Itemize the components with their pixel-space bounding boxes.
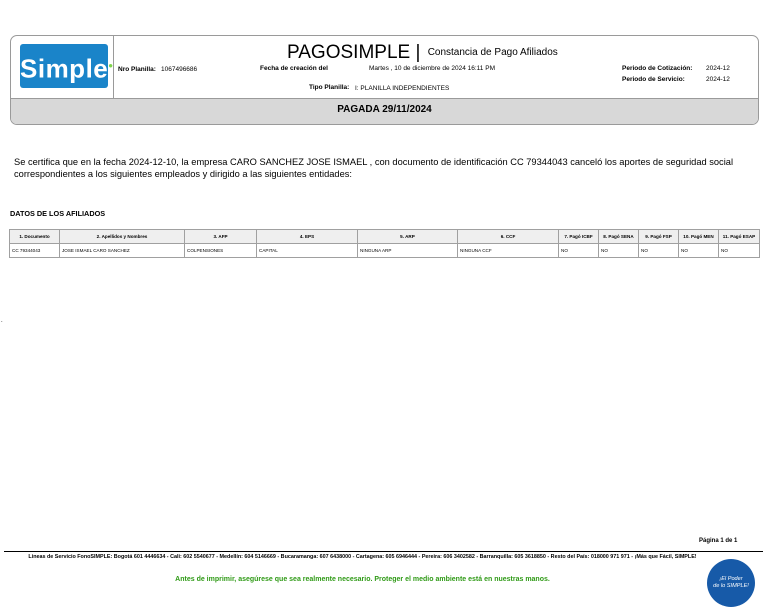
table-row (10, 244, 760, 258)
cell-afp: COLPENSIONES (185, 244, 257, 258)
col-ccf: 6. CCF (458, 230, 559, 244)
document-subtitle: Constancia de Pago Afiliados (427, 47, 558, 59)
footer-divider (4, 551, 763, 552)
tipo-value: I: PLANILLA INDEPENDIENTES (355, 85, 450, 92)
simple-logo: Simple● (20, 44, 108, 88)
col-sena: 8. Pagó SENA (599, 230, 639, 244)
col-men: 10. Pagó MEN (679, 230, 719, 244)
stray-mark: . (1, 318, 3, 324)
fecha-value: Martes , 10 de diciembre de 2024 16:11 PM (369, 65, 495, 72)
cell-icbf: NO (559, 244, 599, 258)
cell-arp: NINGUNA ARP (358, 244, 458, 258)
cell-sena: NO (599, 244, 639, 258)
page-number: Página 1 de 1 (699, 538, 738, 544)
cell-men: NO (679, 244, 719, 258)
servicio-label: Periodo de Servicio: (622, 76, 685, 83)
planilla-value: 1067496686 (161, 66, 198, 73)
col-afp: 3. AFP (185, 230, 257, 244)
header-box (10, 35, 759, 125)
document-title: PAGOSIMPLE | Constancia de Pago Afiliados (287, 42, 558, 63)
col-nombres: 2. Apellidos y Nombres (60, 230, 185, 244)
affiliates-table (9, 229, 760, 258)
service-lines: Lineas de Servicio FonoSIMPLE: Bogotá 601 4446634 - Cali: 602 5540677 - Medellín: 604 5146669 - Bucaramanga: 607 6438000 - Cartagena: 605 6946444 - Pereira: 606 3402582 - Barranquilla: 605 3618850 - Resto del País: 018000 971 971 - ¡Más que Fácil, SIMPLE! (28, 554, 697, 560)
cell-ccf: NINGUNA CCF (458, 244, 559, 258)
table-header-row (10, 230, 760, 244)
fecha-label: Fecha de creación del (260, 65, 328, 72)
col-arp: 5. ARP (358, 230, 458, 244)
certification-text: Se certifica que en la fecha 2024-12-10, la empresa CARO SANCHEZ JOSE ISMAEL , con documento de identificación CC 79344043 canceló los aportes de seguridad social correspondientes a los siguientes empleados y dirigido a las siguientes entidades: (14, 157, 734, 179)
col-esap: 11. Pagó ESAP (719, 230, 760, 244)
cell-nombres: JOSE ISMAEL CARO SANCHEZ (60, 244, 185, 258)
planilla-label: Nro Planilla: (118, 66, 156, 73)
col-icbf: 7. Pagó ICBF (559, 230, 599, 244)
cell-documento: CC 79344043 (10, 244, 60, 258)
payment-status-bar: PAGADA 29/11/2024 (11, 98, 758, 125)
cell-esap: NO (719, 244, 760, 258)
cotizacion-label: Periodo de Cotización: (622, 65, 693, 72)
servicio-value: 2024-12 (706, 76, 730, 83)
col-documento: 1. Documento (10, 230, 60, 244)
tipo-label: Tipo Planilla: (309, 84, 350, 91)
section-title: DATOS DE LOS AFILIADOS (10, 209, 106, 218)
eco-notice: Antes de imprimir, asegúrese que sea realmente necesario. Proteger el medio ambiente está en nuestras manos. (175, 576, 550, 583)
cell-fsp: NO (639, 244, 679, 258)
logo-cell (11, 36, 114, 98)
cell-eps: CAPITAL (257, 244, 358, 258)
cotizacion-value: 2024-12 (706, 65, 730, 72)
simple-badge: ¡El Poder de lo SIMPLE! (707, 559, 755, 607)
col-eps: 4. EPS (257, 230, 358, 244)
col-fsp: 9. Pagó FSP (639, 230, 679, 244)
